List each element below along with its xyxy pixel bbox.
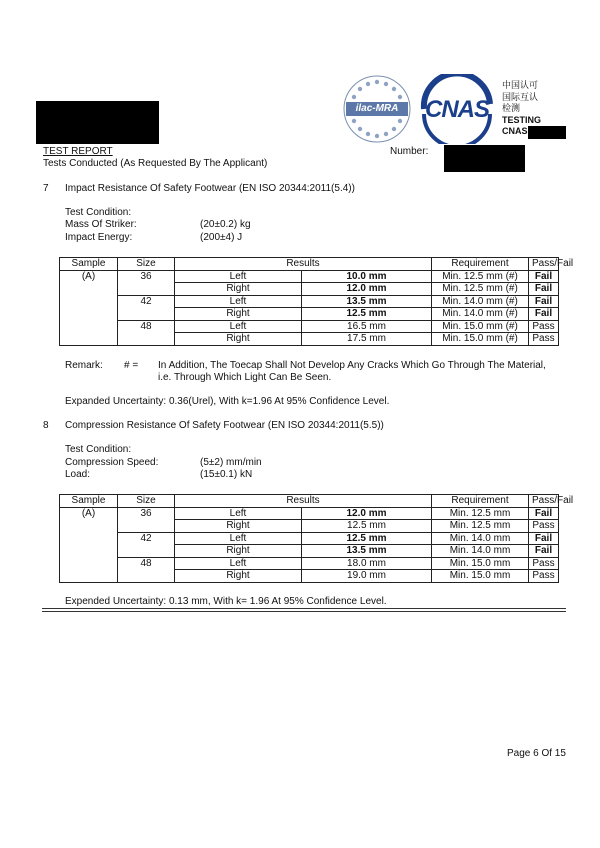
pass-fail-cell: Fail	[529, 532, 559, 545]
requirement-cell: Min. 15.0 mm	[432, 570, 529, 583]
result-cell: 18.0 mm	[302, 557, 432, 570]
ilac-logo-text: ilac-MRA	[355, 103, 399, 114]
pass-fail-cell: Pass	[529, 557, 559, 570]
s7-remark-line-2: i.e. Through Which Light Can Be Seen.	[158, 372, 332, 383]
col-pass-fail: Pass/Fail	[529, 495, 559, 508]
side-cell: Left	[175, 507, 302, 520]
side-cell: Right	[175, 520, 302, 533]
result-cell: 12.5 mm	[302, 520, 432, 533]
side-cell: Right	[175, 545, 302, 558]
cnas-caption	[502, 80, 541, 138]
side-cell: Left	[175, 532, 302, 545]
pass-fail-cell: Pass	[529, 520, 559, 533]
col-size: Size	[118, 258, 175, 271]
col-requirement: Requirement	[432, 495, 529, 508]
s7-number: 7	[43, 183, 49, 194]
s8-number: 8	[43, 420, 49, 431]
result-cell: 12.5 mm	[302, 308, 432, 321]
s7-results-table	[59, 257, 574, 346]
result-cell: 12.5 mm	[302, 532, 432, 545]
s8-cond-title: Test Condition:	[65, 444, 132, 455]
s8-param1-value: (5±2) mm/min	[200, 457, 262, 468]
pass-fail-cell: Fail	[529, 270, 559, 283]
side-cell: Right	[175, 333, 302, 346]
requirement-cell: Min. 14.0 mm	[432, 545, 529, 558]
s8-uncertainty: Expended Uncertainty: 0.13 mm, With k= 1.96 At 95% Confidence Level.	[65, 596, 387, 607]
s8-title: Compression Resistance Of Safety Footwear (EN ISO 20344:2011(5.5))	[65, 420, 384, 431]
requirement-cell: Min. 12.5 mm (#)	[432, 270, 529, 283]
requirement-cell: Min. 14.0 mm (#)	[432, 295, 529, 308]
size-cell: 36	[118, 507, 175, 532]
s7-remark-line-1: In Addition, The Toecap Shall Not Develop Any Cracks Which Go Through The Material,	[158, 360, 546, 371]
result-cell: 13.5 mm	[302, 545, 432, 558]
size-cell: 42	[118, 532, 175, 557]
size-cell: 36	[118, 270, 175, 295]
result-cell: 16.5 mm	[302, 320, 432, 333]
pass-fail-cell: Pass	[529, 320, 559, 333]
col-pass-fail: Pass/Fail	[529, 258, 559, 271]
requirement-cell: Min. 15.0 mm (#)	[432, 320, 529, 333]
side-cell: Left	[175, 320, 302, 333]
cnas-small-label: CNAS	[502, 126, 528, 136]
table-row	[60, 270, 559, 283]
redacted-report-number	[444, 145, 525, 172]
pass-fail-cell: Pass	[529, 570, 559, 583]
pass-fail-cell: Fail	[529, 545, 559, 558]
result-cell: 10.0 mm	[302, 270, 432, 283]
s7-uncertainty: Expanded Uncertainty: 0.36(Urel), With k=1.96 At 95% Confidence Level.	[65, 396, 390, 407]
result-cell: 17.5 mm	[302, 333, 432, 346]
s8-param1-label: Compression Speed:	[65, 457, 159, 468]
number-label: Number:	[390, 146, 429, 157]
requirement-cell: Min. 15.0 mm	[432, 557, 529, 570]
col-sample: Sample	[60, 495, 118, 508]
requirement-cell: Min. 14.0 mm (#)	[432, 308, 529, 321]
sample-cell: (A)	[60, 270, 118, 345]
table-row	[60, 532, 559, 545]
col-requirement: Requirement	[432, 258, 529, 271]
result-cell: 19.0 mm	[302, 570, 432, 583]
col-results: Results	[175, 495, 432, 508]
sample-cell: (A)	[60, 507, 118, 582]
size-cell: 48	[118, 557, 175, 582]
requirement-cell: Min. 15.0 mm (#)	[432, 333, 529, 346]
s8-results-table	[59, 494, 574, 583]
s7-title: Impact Resistance Of Safety Footwear (EN ISO 20344:2011(5.4))	[65, 183, 355, 194]
tests-conducted: Tests Conducted (As Requested By The Applicant)	[43, 158, 268, 169]
s7-cond-title: Test Condition:	[65, 207, 132, 218]
pass-fail-cell: Fail	[529, 507, 559, 520]
s8-param2-value: (15±0.1) kN	[200, 469, 253, 480]
requirement-cell: Min. 12.5 mm (#)	[432, 283, 529, 296]
s7-param1-label: Mass Of Striker:	[65, 219, 137, 230]
requirement-cell: Min. 12.5 mm	[432, 520, 529, 533]
divider-bottom	[42, 611, 566, 612]
table-header-row	[60, 495, 559, 508]
result-cell: 12.0 mm	[302, 507, 432, 520]
s7-remark-label: Remark:	[65, 360, 103, 371]
side-cell: Left	[175, 295, 302, 308]
s7-remark-mark: # =	[124, 360, 139, 371]
report-label: TEST REPORT	[43, 146, 113, 157]
table-row	[60, 295, 559, 308]
side-cell: Right	[175, 308, 302, 321]
col-results: Results	[175, 258, 432, 271]
requirement-cell: Min. 12.5 mm	[432, 507, 529, 520]
result-cell: 13.5 mm	[302, 295, 432, 308]
side-cell: Right	[175, 570, 302, 583]
pass-fail-cell: Fail	[529, 308, 559, 321]
ilac-mra-logo	[342, 74, 412, 144]
table-row	[60, 557, 559, 570]
s7-param1-value: (20±0.2) kg	[200, 219, 251, 230]
table-header-row	[60, 258, 559, 271]
s8-param2-label: Load:	[65, 469, 91, 480]
requirement-cell: Min. 14.0 mm	[432, 532, 529, 545]
side-cell: Left	[175, 270, 302, 283]
col-size: Size	[118, 495, 175, 508]
cn-line-2: 国际互认	[502, 91, 539, 102]
table-row	[60, 507, 559, 520]
pass-fail-cell: Fail	[529, 295, 559, 308]
size-cell: 48	[118, 320, 175, 345]
divider-top	[42, 608, 566, 609]
cn-line-1: 中国认可	[502, 80, 539, 90]
cnas-logo	[416, 74, 498, 144]
testing-label: TESTING	[502, 114, 542, 125]
pass-fail-cell: Fail	[529, 283, 559, 296]
cn-line-3: 检测	[502, 103, 521, 113]
table-row	[60, 320, 559, 333]
redacted-company-block	[36, 101, 159, 144]
side-cell: Right	[175, 283, 302, 296]
size-cell: 42	[118, 295, 175, 320]
pass-fail-cell: Pass	[529, 333, 559, 346]
result-cell: 12.0 mm	[302, 283, 432, 296]
side-cell: Left	[175, 557, 302, 570]
s7-param2-value: (200±4) J	[200, 232, 243, 243]
col-sample: Sample	[60, 258, 118, 271]
s7-param2-label: Impact Energy:	[65, 232, 133, 243]
page-number: Page 6 Of 15	[507, 748, 566, 759]
cnas-logo-text: CNAS	[424, 96, 489, 123]
